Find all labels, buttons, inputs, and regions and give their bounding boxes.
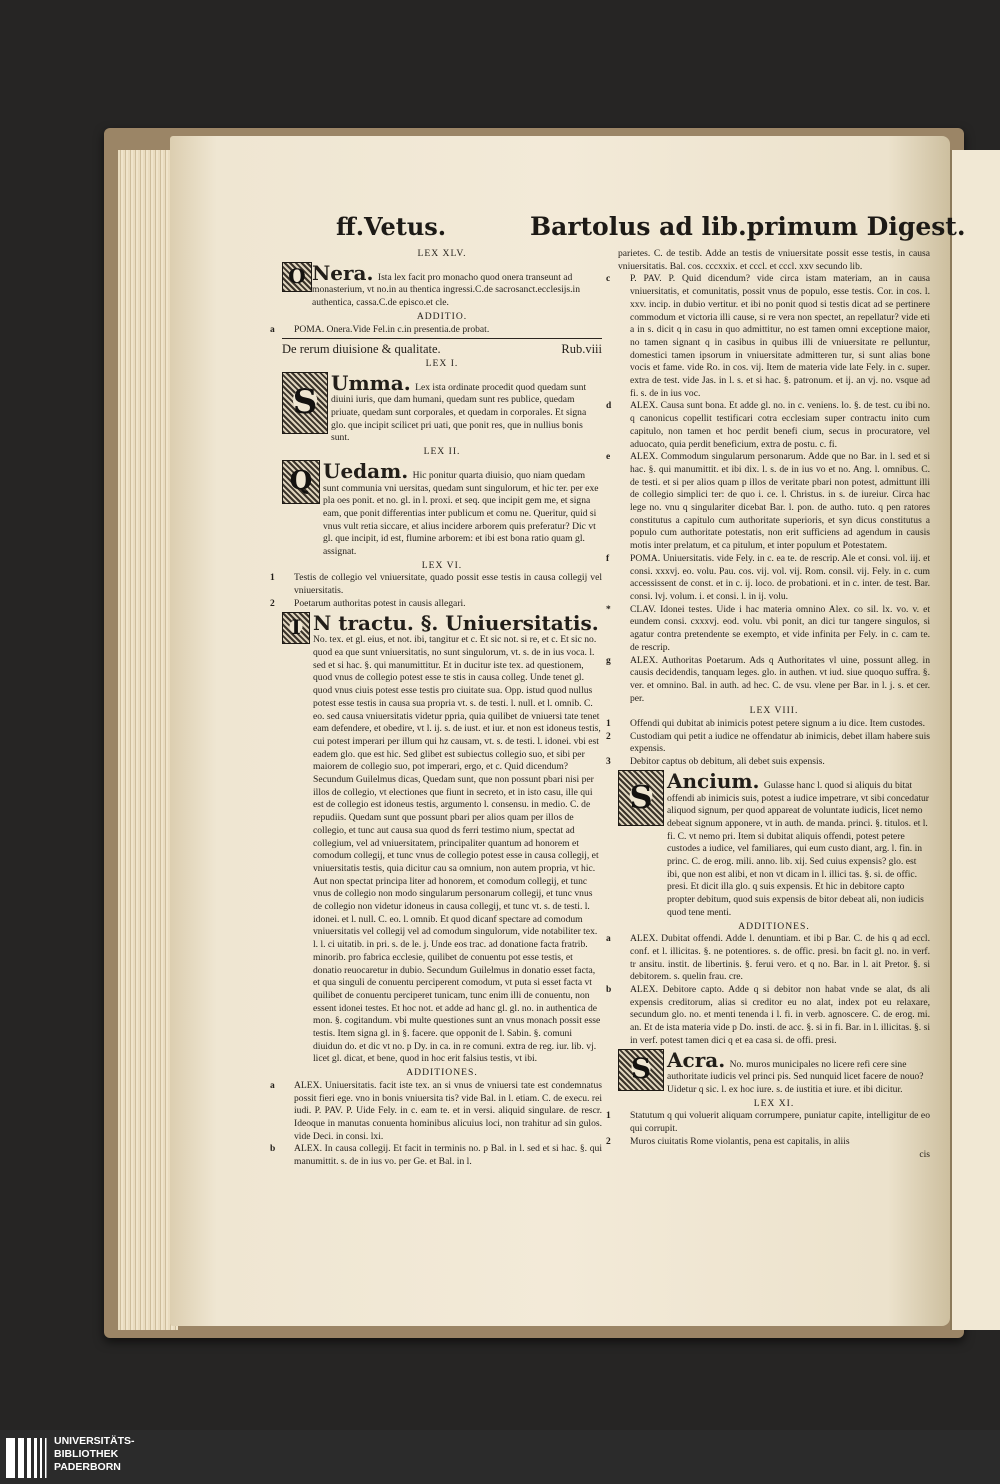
catchword: cis xyxy=(919,1148,930,1160)
sancium-text: Gulasse hanc l. quod si aliquis du bitat offendi ab inimicis suis, potest a iudice impetrare, vt sibi concedatur aliquod signum, per quod appareat de voluntate iudicis, licet nemo debeat signum apponere, vt in auth. de manda. princi. §. titulos. et l. fi. C. vt nemo pri. Item si dubitat aliquis offendi, potest petere custodes a iudice, vel familiares, qui eum custo diant, arg. l. fin. in princ. C. de erog. mili. anno. lib. xij. Sed cuius expensis? glo. est ibi, que non est alibi, et non vt dicam in l. illici tas. §. si. de offic. presi. Et dicit illa glo. q suis expensis. Et hic in debitore capto propter debitum, quod suis expensis de bitor debeat ali, non iudicis quod tene menti. xyxy=(667,779,929,918)
initial-s-icon: S xyxy=(618,770,664,826)
addition-note: a ALEX. Dubitat offendi. Adde l. denuntiam. et ibi p Bar. C. de his q ad eccl. conf. et l. illicitas. §. ne potentiores. s. de offic. presi. bn facit gl. no. in verf. tr ansitu. instit. de libertinis. §. ferui vero. et q no. Bar. in l. ait Pretor. §. si debitorem. s. quelin frau. cre. xyxy=(606,933,930,983)
addition-note: b ALEX. In causa collegij. Et facit in terminis no. p Bal. in l. sed et si hac. §. qui manumittit. s. de in ius vo. per Ge. et Bal. in l. xyxy=(270,1143,602,1168)
sacra-block xyxy=(618,1049,930,1097)
onera-block xyxy=(282,262,602,310)
quedam-block xyxy=(282,460,602,559)
summa-paragraph xyxy=(328,372,602,446)
onera-paragraph xyxy=(312,262,602,310)
rubric-title: De rerum diuisione & qualitate. xyxy=(282,342,441,357)
lex-heading: LEX VIII. xyxy=(749,705,799,717)
addition-note: e ALEX. Commodum singularum personarum. Adde que no Bar. in l. sed et si hac. §. qui manumittit. et ibi dix. l. s. de in ius vo et no. Ang. l. omnibus. C. de testi. et si per alios quam p illos de veritate pbari non potest, admittunt illi de collegio simplici ter: de quo i. ce. l. Christus. in s. de iureiur. Circa hac lege no. vnu q singulariter dicebat Bar. l. pon. de autho. tuto. q pen ratores constitutus a capitulo cum authoritate superioris, et syn dicus constitutus a populo cum authoritate potestatis, non erit sufficiens ad agendum in causis motis inter prelatum, et ca pitulum, et inter populum et Potestatem. xyxy=(606,451,930,552)
continuation: parietes. C. de testib. Adde an testis de vniuersitate possit esse testis, in causa vniuersitatis. Bal. cos. cccxxix. et cccl. et cccl. xxv secundo lib. xyxy=(618,248,930,272)
tractu-paragraph xyxy=(310,612,602,1067)
additiones-heading: ADDITIONES. xyxy=(406,1067,478,1079)
initial-s-icon: S xyxy=(618,1049,664,1091)
summa-block xyxy=(282,372,602,446)
summary-item: 2 Poetarum authoritas potest in causis allegari. xyxy=(270,597,466,609)
sacra-text: No. muros municipales no licere refi cere sine authoritate iudicis vel princi pis. Sed nunquid licet facere de nouo? Uidetur q sic. l. ex hoc iure. s. de iustitia et iure. et ibi dicitur. xyxy=(667,1058,924,1095)
additiones-heading: ADDITIONES. xyxy=(738,920,810,932)
summary-item: 3 Debitor captus ob debitum, ali debet suis expensis. xyxy=(606,756,825,768)
footer-bar xyxy=(0,1430,1000,1484)
summary-item: 1 Statutum q qui voluerit aliquam corrumpere, puniatur capite, intelligitur de eo qui corrupit. xyxy=(606,1110,930,1135)
lex-heading: LEX I. xyxy=(425,357,459,369)
onera-text: Ista lex facit pro monacho quod onera transeunt ad monasterium, vt no.in au thentica ingressi.C.de sacrosanct.ecclesijs.in authentica, cassa.C.de episco.et cle. xyxy=(312,271,581,309)
sancium-word: Ancium. xyxy=(667,768,760,793)
lex-heading: LEX XLV. xyxy=(417,248,467,259)
sancium-block xyxy=(618,770,930,920)
addition-note: b ALEX. Debitore capto. Adde q si debitor non habat vnde se alat, ds ali expensis creditorum, alias si creditor eu no alat, index pot eu relaxare, secundum glo. no. et menti tenenda i l. fi. in verb. agnoscere. C. de erog. mi. an. Et de ista materia vide p Do. insti. de acc. §. si in fi. Bar. in l. illicitas. §. si in verf. potest tamen dici q et ea casa si. de offi. presi. xyxy=(606,984,930,1046)
addition-note: f POMA. Uniuersitatis. vide Fely. in c. ea te. de rescrip. Ale et consi. vol. iij. et consi. xxxvj. eo. volu. Pau. cos. vij. vol. vij. Rom. consil. vij. Fely. in c. cum accessissent de const. et in c. ij. loco. de probationi. et in c. inter. de test. Bar. consi. lvj. volum. i. et consi. l. in ij. volu. xyxy=(606,552,930,602)
rubric-number: Rub.viii xyxy=(561,342,602,357)
lex-heading: LEX II. xyxy=(423,446,461,458)
divider xyxy=(282,338,602,339)
initial-i-icon: I xyxy=(282,612,310,644)
lex-heading: LEX VI. xyxy=(421,559,463,571)
quedam-text: Hic ponitur quarta diuisio, quo niam quedam sunt communia vni uersitas, quedam sunt singulorum, et hic ter. per exe pla oes ponit. et no. gl. in l. proxi. et seq. que incipit gem me, et signa eam, que ponit differentias inter publicum et comu ne. Queritur, quid si vnus vult retia siccare, et alius incidere arborem quis preferatur? Dic vt gl. que incipit, id est, flumine arborem: et ibi est bona ratio quam gl. assignat. xyxy=(323,469,599,558)
additio-heading: ADDITIO. xyxy=(416,310,468,322)
summary-item: 2 Muros ciuitatis Rome violantis, pena est capitalis, in aliis xyxy=(606,1135,850,1147)
tractu-word: N tractu. §. Uniuersitatis. xyxy=(313,610,599,635)
facing-page-strip xyxy=(950,150,1000,1330)
page-edges xyxy=(118,150,178,1330)
addition-note: a ALEX. Uniuersitatis. facit iste tex. an si vnus de vniuersi tate est condemnatus possit fieri ege. vno in bonis vniuersita tis? vide Bal. in l. etiam. C. de execu. rei iudi. P. PAV. P. Uide Fely. in c. eam te. et in versi. aliquid singulare. de rescr. Ideoque in manutas conuenta hominibus alicuius loci, non trahitur ad sin gulos. vide Deci. in consi. lxi. xyxy=(270,1079,602,1142)
right-column xyxy=(606,248,930,1161)
library-name: UNIVERSITÄTS- BIBLIOTHEK PADERBORN xyxy=(54,1435,135,1473)
sancium-paragraph xyxy=(664,770,930,920)
summary-item: 1 Testis de collegio vel vniuersitate, quado possit esse testis in causa collegij vel vniuersitatis. xyxy=(270,572,602,597)
running-head-left: ff.Vetus. xyxy=(336,212,447,241)
summary-item: 1 Offendi qui dubitat ab inimicis potest petere signum a iu dice. Item custodes. xyxy=(606,718,926,730)
initial-s-icon: S xyxy=(282,372,328,434)
quedam-word: Uedam. xyxy=(323,458,409,483)
onera-word: Nera. xyxy=(312,260,374,285)
running-head-right: Bartolus ad lib.primum Digest. xyxy=(530,212,966,241)
lex-heading: LEX XI. xyxy=(753,1097,795,1109)
library-logo-icon xyxy=(4,1432,50,1482)
initial-o-icon: O xyxy=(282,262,312,292)
sacra-word: Acra. xyxy=(667,1047,726,1072)
rubric xyxy=(282,343,602,356)
addition-note: c P. PAV. P. Quid dicendum? vide circa istam materiam, an in causa vniuersitatis, et comunitatis, possit vnus de populo, esse testis. Cor. in cos. l. xxv. incip. in dubio vertitur. et ibi no ponit quod si testis dicat ad se pertinere commodum et victoria illi cause, si re vera non spectet, an repellatur? vide eti a in s. dicit q in casu in quo admittitur, no est tamen omni exceptione maior, no tamen signant q in casibus in quibus illi de vniuersitate re pelluntur, domestici tamen ipsorum in vniuersitate admitteren tur, si sunt alias bone vocis et fame. vide Ro. in cos. vij. Item de materia vide late Fely. in c. super. extra de test. vide Jas. in l. s. et si hac. §. patronum. et ij. an vj. no. vsque ad fi. s. de in ius voc. xyxy=(606,273,930,399)
poma-note: a POMA. Onera.Vide Fel.in c.in presentia.de probat. xyxy=(270,323,490,335)
summary-item: 2 Custodiam qui petit a iudice ne offendatur ab inimicis, debet illam habere suis expensis. xyxy=(606,730,930,755)
addition-note: d ALEX. Causa sunt bona. Et adde gl. no. in c. veniens. lo. §. de test. cu ibi no. q canonicus copellit testificari cotra ecclesiam super contractu inito cum capitulo, non tamen et hoc perdit benefi cium, secus in procuratore, vel aduocato, quia perdit beneficium, extra de postu. c. fi. xyxy=(606,400,930,450)
tractu-block xyxy=(282,612,602,1067)
quedam-paragraph xyxy=(320,460,602,559)
addition-note: * CLAV. Idonei testes. Uide i hac materia omnino Alex. co sil. lx. vo. v. et eundem consi. cxxxvj. eod. volu. vbi ponit, an dici tur tangere singulos, si agatur contra pretendente se exempto, et vide infinita per Fely. in c. cam te. de rescrip. xyxy=(606,603,930,653)
summa-word: Umma. xyxy=(331,370,411,395)
tractu-text: No. tex. et gl. eius, et not. ibi, tangitur et c. Et sic not. si re, et c. Et sic no. quod ea que sunt vniuersitatis, no sunt singulorum, vt. s. de in ius voca. l. sed et si hac. §. qui manumittitur. Et in ducitur iste tex. ad questionem, quod vnus de collegio potest esse te stis in causa colleg. Unde tenet gl. quod vnus ciuis potest esse testis pro ciuitate sua. Opp. istud quod nullus potest esse testis in causa sua propria vt. s. de testi. l. null. et l. omnib. C. eo. sed causa vniuersitatis videtur ppria, quia quilibet de vniuersi tate tenet eam defendere, et obedire, vt l. ij. s. de iust. et iur. et non est idoneus testis, cui potest imperari per illum qui hz causam, vt. s. de testi. l. idonei. vbi est eadem glo. que est hic. Sed glibet est subiectus collegio suo, et sibi per maiorem de collegio suo, pot imperari, ergo, et c. Quid dicendum? Secundum Guilelmus dicas, Quedam sunt, que non possunt pbari nisi per illos de collegio, vt electiones que fiunt in secreto, et in isto casu, ille qui est de collegio est idoneus testis, argumento l. consensu. in medio. C. de repudiis. Quedam sunt que possunt pbari per alios quam per illos de collegio, et tunc aut causa sua quod ds ferri testimo nium, spectat ad collegium, vel ad vniuersitatem, principaliter quantum ad honorem et comodum collegij, et tunc vnus de collegio potest esse in causa collegij, et vniuersitatis testis, quia dicitur cau sa omnium, non autem propria, vt hic. Aut non spectat principa liter ad honorem, et comodum collegij, et tunc vnus de collegio non modo singularum personarum collegij, et tunc vnus de collegio non videtur idoneus in causa collegij, et tunc vt. s. de testi. l. idonei. et l. null. C. eo. l. omnib. Et quod dicanf spectare ad comodum vniuersitatis vel collegij vel ad comodum singulorum, vide notabiliter tex. l. l. ci uitatib. in pri. s. de le. j. Unde eos trac. ad donatione facta fratrib. minorib. pro fabrica ecclesie, quilibet de conuentu pot esse testis, et donatio reuocaretur in dubio. Secundum Guilelmus in donatio esset facta, et qua singuli de conuentu perciperent comodum, vt puta si esset facta vt quilibet de conuentu perciperet tunicam, tunc enim illi de conuentu, non essent idonei testes. Et hoc not. et adde ad hanc gl. gl. no. in authentica de mon. §. cogitandum. vbi multe questiones sunt an vnus monach possit esse testis. Item signa gl. in §. facere. que opponit de l. Sabin. §. comuni diuidun do. et dic vt no. p Dy. in ca. in re comuni. extra de reg. iur. lib. vj. licet gl. dicat, et bene, quod in hoc erit falsius testis, vt ibi. xyxy=(313,634,601,1065)
sacra-paragraph xyxy=(664,1049,930,1097)
left-column xyxy=(270,248,602,1169)
addition-note: g ALEX. Authoritas Poetarum. Ads q Authoritates vl uine, possunt alleg. in causis decidendis, tanquam leges. glo. in authen. vt iud. siue quoquo suffra. §. ver. et omnino. Bal. in auth. ad hec. C. de vsu. vlene per Bar. in l. j. s. et cer. per. xyxy=(606,654,930,704)
summa-text: Lex ista ordinate procedit quod quedam sunt diuini iuris, que dam humani, quedam sunt res publice, quedam priuate, quedam sunt corporales, et quedam in corporales. Et signa glo. que incipit scilicet pri uati, que ponit res, que in nullius bonis sunt. xyxy=(331,381,587,444)
initial-q-icon: Q xyxy=(282,460,320,504)
